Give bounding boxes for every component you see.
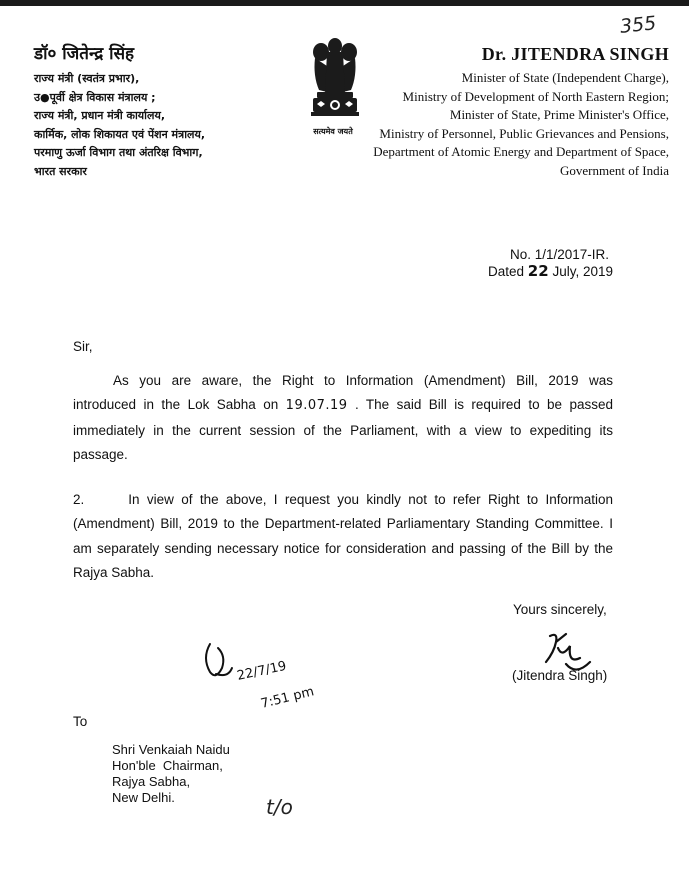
hindi-line: परमाणु ऊर्जा विभाग तथा अंतरिक्ष विभाग, bbox=[34, 146, 203, 159]
english-line: Department of Atomic Energy and Department of Space, bbox=[373, 144, 669, 160]
handwritten-intro-date: 19.07.19 bbox=[285, 398, 348, 414]
paragraph-line: Rajya Sabha. bbox=[73, 565, 155, 581]
address-line: New Delhi. bbox=[112, 790, 175, 805]
handwritten-initial-icon bbox=[198, 628, 338, 718]
hindi-minister-name: डॉ० जितेन्द्र सिंह bbox=[34, 44, 135, 64]
english-line: Ministry of Development of North Eastern Region; bbox=[402, 88, 669, 104]
recipient-address bbox=[112, 742, 230, 806]
closing-phrase: Yours sincerely, bbox=[513, 602, 607, 617]
tlo-text: t/o bbox=[266, 795, 293, 819]
hindi-line: राज्य मंत्री, प्रधान मंत्री कार्यालय, bbox=[34, 109, 166, 122]
paragraph-line: (Amendment) Bill, 2019 to the Department-related Parliamentary Standing Committee. I bbox=[73, 516, 613, 532]
to-label: To bbox=[73, 714, 88, 729]
address-line: Rajya Sabha, bbox=[112, 774, 191, 789]
paragraph-line: passage. bbox=[73, 447, 128, 463]
paragraph-1 bbox=[73, 369, 613, 468]
emblem-motto: सत्यमेव जयते bbox=[313, 127, 353, 136]
english-minister-name: Dr. JITENDRA SINGH bbox=[481, 44, 669, 64]
address-line: Shri Venkaiah Naidu bbox=[112, 742, 230, 757]
paragraph-line: am separately sending necessary notice for consideration and passing of the Bill by the bbox=[73, 540, 613, 556]
english-letterhead bbox=[373, 42, 669, 181]
address-line: Hon'ble Chairman, bbox=[112, 758, 223, 773]
english-line: Ministry of Personnel, Public Grievances and Pensions, bbox=[379, 125, 669, 141]
paragraph-line: immediately in the current session of the Parliament, with a view to expediting its bbox=[73, 422, 613, 438]
hindi-letterhead bbox=[34, 42, 205, 181]
dated-day-handwritten: 22 bbox=[527, 262, 549, 280]
scan-top-border bbox=[0, 0, 689, 6]
reference-number: No. 1/1/2017-IR. bbox=[510, 247, 610, 262]
paragraph-line: As you are aware, the Right to Information (Amendment) Bill, 2019 was bbox=[113, 373, 613, 388]
english-line: Minister of State (Independent Charge), bbox=[461, 70, 669, 85]
paragraph-line bbox=[73, 393, 613, 418]
dated-prefix: Dated bbox=[488, 264, 525, 279]
salutation: Sir, bbox=[73, 339, 93, 354]
hindi-line: कार्मिक, लोक शिकायत एवं पेंशन मंत्रालय, bbox=[34, 127, 206, 141]
dated-suffix: July, 2019 bbox=[552, 264, 613, 279]
paragraph-line: 2. In view of the above, I request you kindly not to refer Right to Information bbox=[73, 492, 613, 507]
initial-date: 22/7/19 bbox=[235, 658, 288, 684]
hindi-line: भारत सरकार bbox=[34, 164, 87, 178]
english-line: Minister of State, Prime Minister's Office, bbox=[449, 107, 669, 123]
hindi-line: राज्य मंत्री (स्वतंत्र प्रभार), bbox=[34, 72, 140, 85]
letter-date bbox=[488, 262, 613, 281]
signatory-name: (Jitendra Singh) bbox=[512, 668, 608, 683]
english-line: Government of India bbox=[559, 162, 669, 178]
paragraph-2 bbox=[73, 488, 613, 586]
handwritten-file-number: 355 bbox=[618, 12, 658, 38]
paragraph-text: . The said Bill is required to be passed bbox=[354, 397, 613, 413]
handwritten-tlo-mark bbox=[262, 792, 306, 822]
initial-time: 7:51 pm bbox=[259, 684, 316, 712]
paragraph-text: introduced in the Lok Sabha on bbox=[73, 397, 279, 413]
hindi-line: उ●पूर्वी क्षेत्र विकास मंत्रालय ; bbox=[34, 90, 156, 104]
national-emblem-icon bbox=[303, 36, 367, 142]
